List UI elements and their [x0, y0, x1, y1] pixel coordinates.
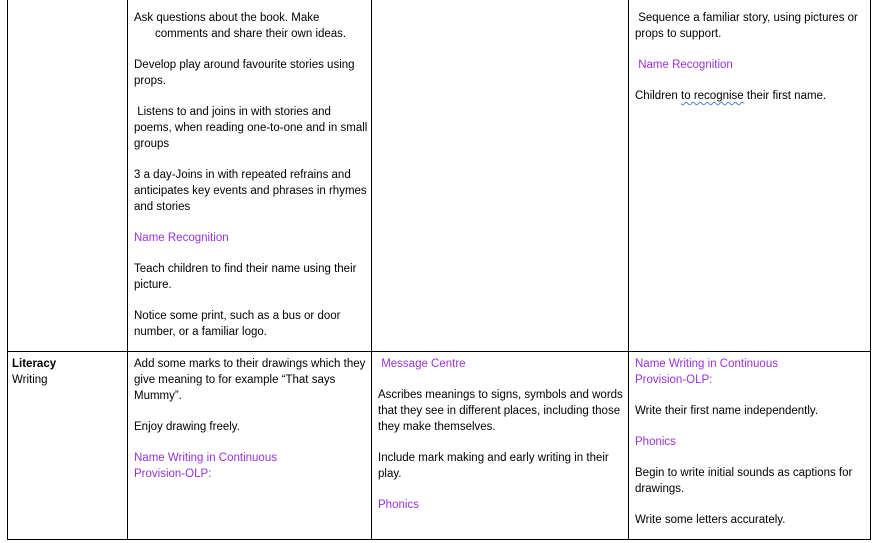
table-divider-col1: [127, 0, 128, 540]
row-title-literacy: Literacy: [12, 358, 57, 370]
spelling-squiggle: to recognise: [681, 90, 744, 102]
row2-col3-heading-phonics: Phonics: [378, 499, 419, 511]
row2-col2-cell: [134, 356, 370, 497]
row2-col3-paragraph-2: Include mark making and early writing in their play.: [378, 452, 609, 480]
row2-col2-paragraph-1: Add some marks to their drawings which they give meaning to for example “That says Mummy”.: [134, 358, 366, 402]
row2-col1-cell: [12, 356, 124, 388]
table-divider-col2: [371, 0, 372, 540]
row2-col4-paragraph-2: Begin to write initial sounds as captions for drawings.: [635, 467, 853, 495]
row1-col4-paragraph-2: Children to recognise their first name.: [635, 90, 827, 102]
row1-col2-paragraph-4: 3 a day-Joins in with repeated refrains and anticipates key events and phrases in rhymes and stories: [134, 169, 367, 213]
row1-col4-paragraph-1: Sequence a familiar story, using pictures or props to support.: [635, 12, 858, 40]
row1-col2-paragraph-6: Notice some print, such as a bus or door number, or a familiar logo.: [134, 310, 341, 338]
row-subtitle-writing: Writing: [12, 374, 48, 386]
row2-col4-cell: [635, 356, 865, 543]
row1-col4-cell: [635, 10, 865, 119]
row2-col4-heading-name-writing: Name Writing in Continuous Provision-OLP:: [635, 358, 778, 386]
table-divider-col3: [628, 0, 629, 540]
table-border-right: [870, 0, 871, 540]
row1-col4-heading-name-recognition: Name Recognition: [638, 59, 733, 71]
row2-col3-heading-message-centre: Message Centre: [381, 358, 466, 370]
row2-col2-heading-name-writing: Name Writing in Continuous Provision-OLP:: [134, 452, 277, 480]
row2-col4-paragraph-1: Write their first name independently.: [635, 405, 819, 417]
row1-col2-paragraph-5: Teach children to find their name using their picture.: [134, 263, 357, 291]
row1-col2-paragraph-3: Listens to and joins in with stories and poems, when reading one-to-one and in small groups: [134, 106, 368, 150]
row2-col2-paragraph-2: Enjoy drawing freely.: [134, 421, 240, 433]
row2-col4-paragraph-3: Write some letters accurately.: [635, 514, 786, 526]
row1-col2-paragraph-1: Ask questions about the book. Make comments and share their own ideas.: [134, 12, 347, 40]
row2-col4-heading-phonics: Phonics: [635, 436, 676, 448]
row2-col3-paragraph-1: Ascribes meanings to signs, symbols and words that they see in different places, including those they make themselves.: [378, 389, 623, 433]
table-border-left: [7, 0, 8, 540]
row2-col3-cell: [378, 356, 624, 528]
row1-col2-heading-name-recognition: Name Recognition: [134, 232, 229, 244]
row1-col2-paragraph-2: Develop play around favourite stories using props.: [134, 59, 355, 87]
row1-col2-cell: [134, 10, 370, 355]
